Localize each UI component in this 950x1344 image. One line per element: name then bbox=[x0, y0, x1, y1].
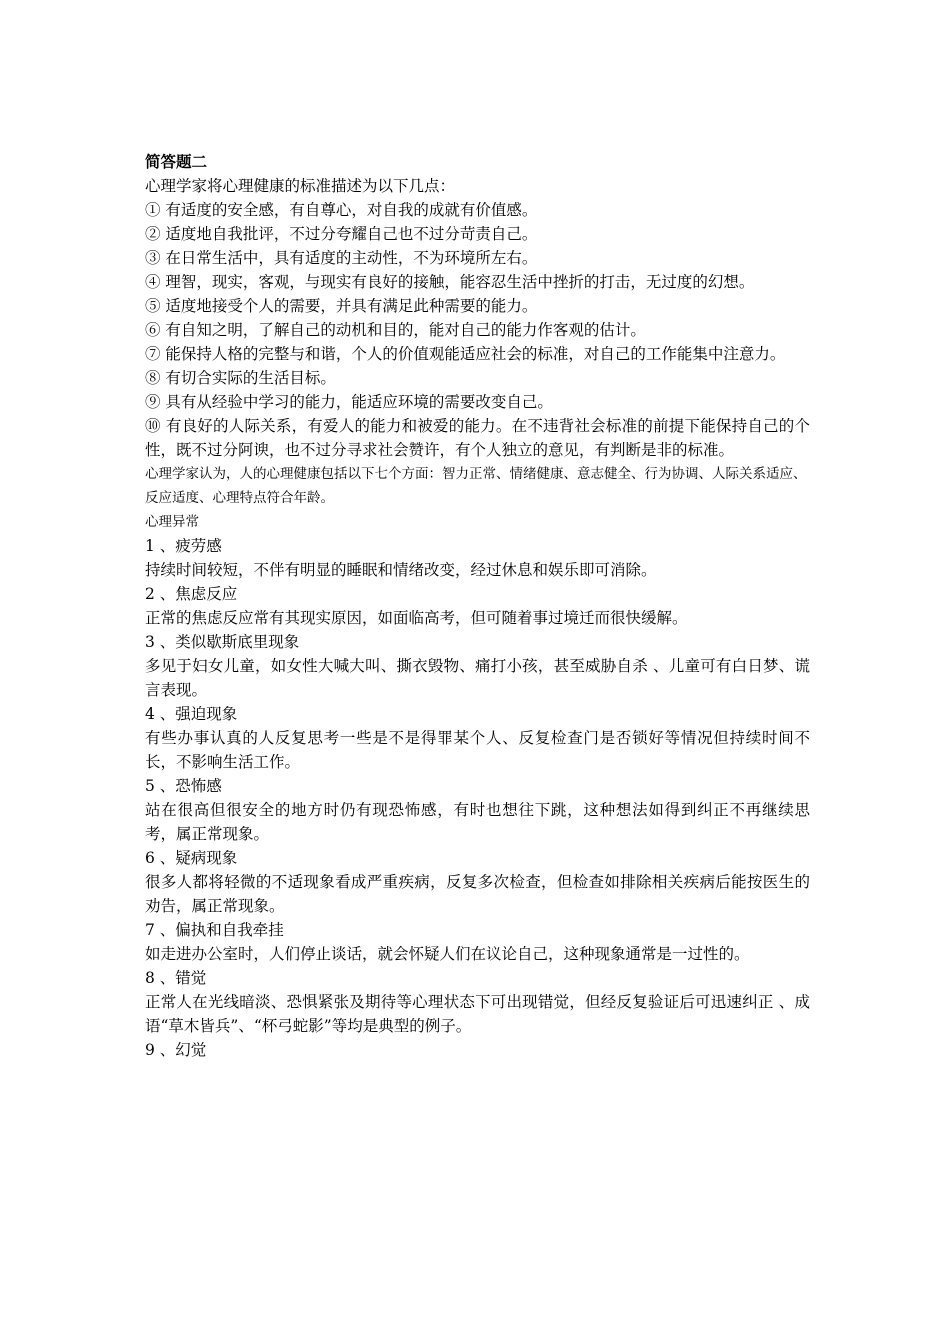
abnormal-text: 持续时间较短，不伴有明显的睡眠和情绪改变，经过休息和娱乐即可消除。 bbox=[145, 561, 657, 579]
abnormal-heading: 8 、错觉 bbox=[145, 969, 207, 987]
abnormal-heading: 4 、强迫现象 bbox=[145, 705, 238, 723]
standard-item: ⑩ 有良好的人际关系，有爱人的能力和被爱的能力。在不违背社会标准的前提下能保持自己的个性，既不过分阿谀，也不过分寻求社会赞许，有个人独立的意见，有判断是非的标准。 bbox=[145, 417, 810, 459]
standards-list bbox=[145, 198, 810, 462]
abnormal-heading: 1 、疲劳感 bbox=[145, 537, 222, 555]
abnormal-text: 正常的焦虑反应常有其现实原因，如面临高考，但可随着事过境迁而很快缓解。 bbox=[145, 609, 688, 627]
abnormal-heading: 3 、类似歇斯底里现象 bbox=[145, 633, 300, 651]
standard-item: ⑨ 具有从经验中学习的能力，能适应环境的需要改变自己。 bbox=[145, 393, 553, 411]
abnormal-text: 站在很高但很安全的地方时仍有现恐怖感，有时也想往下跳，这种想法如得到纠正不再继续思考，属正常现象。 bbox=[145, 801, 810, 843]
abnormal-text: 多见于妇女儿童，如女性大喊大叫、撕衣毁物、痛打小孩，甚至威胁自杀 、儿童可有白日梦、谎言表现。 bbox=[145, 657, 810, 699]
standard-item: ① 有适度的安全感，有自尊心，对自我的成就有价值感。 bbox=[145, 201, 538, 219]
abnormal-section-title: 心理异常 bbox=[145, 514, 199, 530]
abnormal-heading: 5 、恐怖感 bbox=[145, 777, 222, 795]
abnormal-heading: 2 、焦虑反应 bbox=[145, 585, 238, 603]
abnormal-text: 有些办事认真的人反复思考一些是不是得罪某个人、反复检查门是否锁好等情况但持续时间不长，不影响生活工作。 bbox=[145, 729, 810, 771]
standard-item: ⑥ 有自知之明，了解自己的动机和目的，能对自己的能力作客观的估计。 bbox=[145, 321, 646, 339]
abnormal-heading: 7 、偏执和自我牵挂 bbox=[145, 921, 284, 939]
seven-aspects-text: 心理学家认为，人的心理健康包括以下七个方面：智力正常、情绪健康、意志健全、行为协调、人际关系适应、反应适度、心理特点符合年龄。 bbox=[145, 466, 807, 506]
standard-item: ⑦ 能保持人格的完整与和谐，个人的价值观能适应社会的标准，对自己的工作能集中注意力。 bbox=[145, 345, 786, 363]
standard-item: ④ 理智，现实，客观，与现实有良好的接触，能容忍生活中挫折的打击，无过度的幻想。 bbox=[145, 273, 755, 291]
document-title: 简答题二 bbox=[145, 153, 208, 171]
standard-item: ② 适度地自我批评，不过分夸耀自己也不过分苛责自己。 bbox=[145, 225, 538, 243]
abnormal-heading: 9 、幻觉 bbox=[145, 1041, 207, 1059]
abnormal-heading: 6 、疑病现象 bbox=[145, 849, 238, 867]
abnormal-text: 如走进办公室时，人们停止谈话，就会怀疑人们在议论自己，这种现象通常是一过性的。 bbox=[145, 945, 750, 963]
intro-text: 心理学家将心理健康的标准描述为以下几点： bbox=[145, 177, 456, 195]
standard-item: ⑧ 有切合实际的生活目标。 bbox=[145, 369, 336, 387]
standard-item: ⑤ 适度地接受个人的需要，并具有满足此种需要的能力。 bbox=[145, 297, 538, 315]
abnormal-list bbox=[145, 534, 810, 1062]
document-page bbox=[145, 150, 810, 1062]
abnormal-text: 很多人都将轻微的不适现象看成严重疾病，反复多次检查，但检查如排除相关疾病后能按医生的劝告，属正常现象。 bbox=[145, 873, 810, 915]
abnormal-text: 正常人在光线暗淡、恐惧紧张及期待等心理状态下可出现错觉，但经反复验证后可迅速纠正 、成语“草木皆兵”、“杯弓蛇影”等均是典型的例子。 bbox=[145, 993, 810, 1035]
standard-item: ③ 在日常生活中，具有适度的主动性，不为环境所左右。 bbox=[145, 249, 538, 267]
